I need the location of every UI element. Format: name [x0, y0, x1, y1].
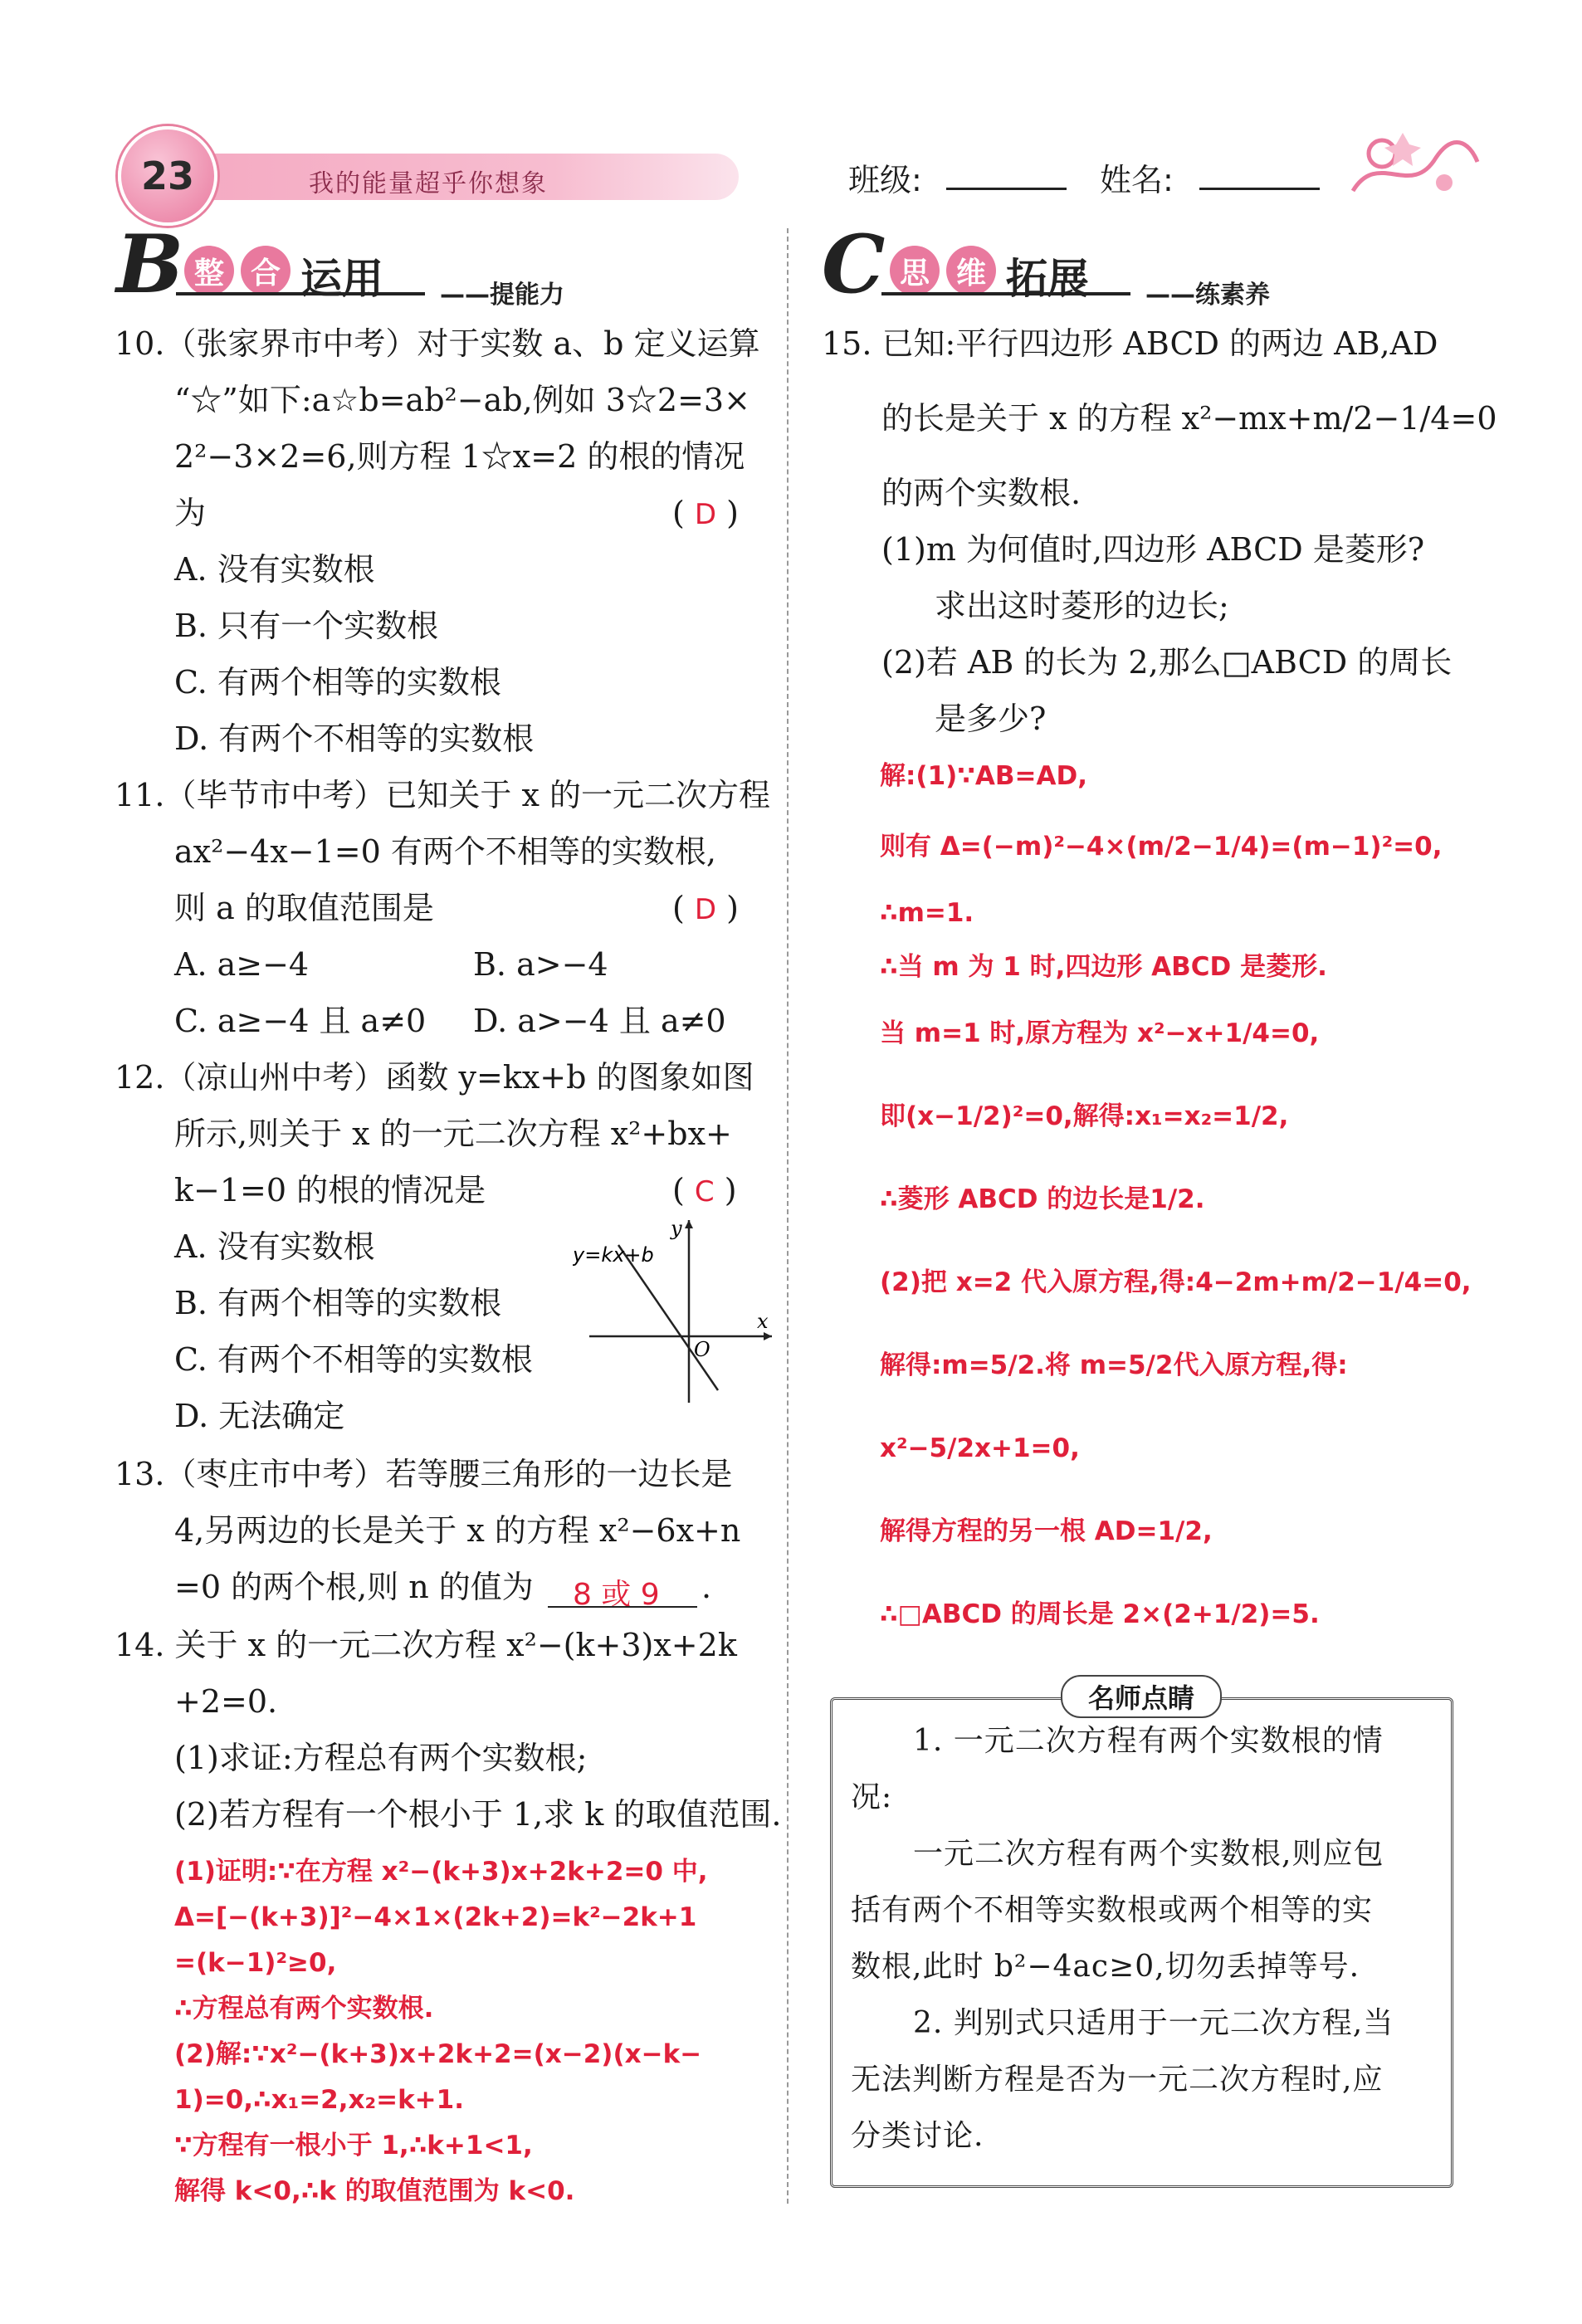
section-b-underline: [176, 292, 425, 295]
q15-solution-6: 即(x−1/2)²=0,解得:x₁=x₂=1/2,: [880, 1101, 1289, 1131]
section-c-bubble-2: 维: [946, 246, 996, 295]
q11-line-3: 则 a 的取值范围是: [174, 890, 434, 926]
q14-line-2: +2=0.: [174, 1683, 278, 1720]
section-c-letter: C: [822, 217, 886, 311]
tip-box: [830, 1697, 1453, 2188]
q14-solution-8: 解得 k<0,∴k 的取值范围为 k<0.: [174, 2176, 575, 2206]
section-b-bubble-2: 合: [241, 246, 291, 295]
tip-line-4: 括有两个不相等实数根或两个相等的实: [851, 1893, 1374, 1927]
q15-solution-8: (2)把 x=2 代入原方程,得:4−2m+m/2−1/4=0,: [880, 1267, 1472, 1297]
q10-option-c: C. 有两个相等的实数根: [174, 664, 501, 701]
q10-option-d: D. 有两个不相等的实数根: [174, 720, 535, 757]
q12-answer: C: [694, 1175, 715, 1208]
q10-line-2: “☆”如下:a☆b=ab²−ab,例如 3☆2=3×: [174, 382, 750, 418]
header-motto: 我的能量超乎你想象: [309, 169, 548, 198]
q12-option-b: B. 有两个相等的实数根: [174, 1285, 502, 1321]
q11-answer-bracket: ( D ): [672, 890, 739, 926]
tip-line-7: 无法判断方程是否为一元二次方程时,应: [851, 2063, 1384, 2097]
name-label: 姓名:: [1100, 162, 1174, 198]
q11-option-a: A. a≥−4: [174, 946, 310, 983]
q15-line-5: 求出这时菱形的边长;: [935, 588, 1229, 624]
q15-solution-3: ∴m=1.: [880, 898, 974, 928]
q13-blank: [548, 1606, 697, 1608]
section-b-title: 运用: [300, 255, 383, 303]
q10-answer-bracket: ( D ): [672, 495, 739, 531]
q11-option-b: B. a>−4: [473, 946, 608, 983]
q12-option-c: C. 有两个不相等的实数根: [174, 1341, 533, 1378]
section-c-underline: [881, 292, 1130, 295]
q15-line-4: (1)m 为何值时,四边形 ABCD 是菱形?: [881, 531, 1425, 568]
q15-solution-7: ∴菱形 ABCD 的边长是1/2.: [880, 1184, 1205, 1214]
q15-line-7: 是多少?: [935, 701, 1047, 737]
q12-linear-graph: [573, 1212, 780, 1411]
q10-answer: D: [694, 498, 717, 531]
q13-line-1: 13.（枣庄市中考）若等腰三角形的一边长是: [115, 1456, 733, 1492]
name-blank: [1199, 188, 1320, 190]
q14-solution-2: Δ=[−(k+3)]²−4×1×(2k+2)=k²−2k+1: [174, 1902, 697, 1932]
q15-solution-10: x²−5/2x+1=0,: [880, 1433, 1080, 1463]
tip-line-3: 一元二次方程有两个实数根,则应包: [913, 1837, 1384, 1871]
section-b-letter: B: [116, 217, 184, 311]
q15-solution-12: ∴□ABCD 的周长是 2×(2+1/2)=5.: [880, 1599, 1320, 1629]
q13-answer: 8 或 9: [573, 1578, 660, 1612]
graph-x-label: x: [757, 1310, 769, 1333]
x-axis-arrow-icon: [764, 1332, 772, 1340]
q11-option-c: C. a≥−4 且 a≠0: [174, 1003, 427, 1039]
q10-option-b: B. 只有一个实数根: [174, 608, 439, 644]
q15-line-6: (2)若 AB 的长为 2,那么□ABCD 的周长: [881, 644, 1453, 681]
column-divider: [787, 228, 789, 2204]
q13-line-2: 4,另两边的长是关于 x 的方程 x²−6x+n: [174, 1512, 741, 1549]
q10-line-3: 2²−3×2=6,则方程 1☆x=2 的根的情况: [174, 438, 745, 475]
y-axis-arrow-icon: [685, 1220, 693, 1228]
q15-solution-5: 当 m=1 时,原方程为 x²−x+1/4=0,: [880, 1018, 1320, 1048]
q14-line-4: (2)若方程有一个根小于 1,求 k 的取值范围.: [174, 1796, 782, 1833]
tip-line-8: 分类讨论.: [851, 2119, 984, 2153]
tip-title: 名师点睛: [1061, 1675, 1222, 1718]
tip-line-6: 2. 判别式只适用于一元二次方程,当: [913, 2006, 1394, 2040]
tip-line-5: 数根,此时 b²−4ac≥0,切勿丢掉等号.: [851, 1950, 1360, 1984]
q14-solution-1: (1)证明:∵在方程 x²−(k+3)x+2k+2=0 中,: [174, 1857, 708, 1887]
q15-solution-4: ∴当 m 为 1 时,四边形 ABCD 是菱形.: [880, 952, 1327, 982]
graph-origin-label: O: [694, 1338, 710, 1361]
q11-option-d: D. a>−4 且 a≠0: [473, 1003, 726, 1039]
section-c-bubble-1: 思: [890, 246, 940, 295]
line-y-kx-b: [618, 1245, 718, 1390]
class-blank: [946, 188, 1067, 190]
tip-line-1: 1. 一元二次方程有两个实数根的情: [913, 1724, 1384, 1758]
section-b-subtitle: ——提能力: [440, 281, 564, 310]
q14-solution-5: (2)解:∵x²−(k+3)x+2k+2=(x−2)(x−k−: [174, 2039, 702, 2069]
q12-option-a: A. 没有实数根: [174, 1228, 375, 1265]
q15-line-2: 的长是关于 x 的方程 x²−mx+m/2−1/4=0: [881, 400, 1497, 437]
page-number: 23: [118, 126, 217, 226]
q11-line-1: 11.（毕节市中考）已知关于 x 的一元二次方程: [115, 777, 771, 813]
q12-answer-bracket: ( C ): [672, 1172, 737, 1208]
q14-line-1: 14. 关于 x 的一元二次方程 x²−(k+3)x+2k: [115, 1627, 737, 1663]
q13-period: .: [701, 1569, 712, 1605]
graph-line-label: y=kx+b: [573, 1243, 654, 1267]
q14-solution-4: ∴方程总有两个实数根.: [174, 1994, 434, 2024]
section-b-bubble-1: 整: [184, 246, 234, 295]
q12-option-d: D. 无法确定: [174, 1398, 345, 1434]
q14-solution-7: ∵方程有一根小于 1,∴k+1<1,: [174, 2131, 533, 2160]
q10-option-a: A. 没有实数根: [174, 551, 375, 588]
q11-line-2: ax²−4x−1=0 有两个不相等的实数根,: [174, 833, 716, 870]
section-c-subtitle: ——练素养: [1145, 281, 1270, 310]
q12-line-1: 12.（凉山州中考）函数 y=kx+b 的图象如图: [115, 1059, 754, 1096]
section-c-title: 拓展: [1006, 255, 1089, 303]
q14-solution-3: =(k−1)²≥0,: [174, 1948, 337, 1978]
q15-line-1: 15. 已知:平行四边形 ABCD 的两边 AB,AD: [822, 325, 1438, 362]
graph-y-label: y: [671, 1217, 682, 1240]
q15-line-3: 的两个实数根.: [881, 475, 1082, 511]
q15-solution-1: 解:(1)∵AB=AD,: [880, 761, 1087, 791]
q12-line-2: 所示,则关于 x 的一元二次方程 x²+bx+: [174, 1116, 732, 1152]
flourish-ornament-icon: [1345, 116, 1486, 208]
q10-line-1: 10.（张家界市中考）对于实数 a、b 定义运算: [115, 325, 760, 362]
q14-line-3: (1)求证:方程总有两个实数根;: [174, 1740, 588, 1776]
q15-solution-9: 解得:m=5/2.将 m=5/2代入原方程,得:: [880, 1350, 1348, 1380]
tip-line-2: 况:: [851, 1780, 893, 1814]
class-label: 班级:: [848, 162, 922, 198]
q14-solution-6: 1)=0,∴x₁=2,x₂=k+1.: [174, 2085, 465, 2115]
q10-line-4: 为: [174, 495, 207, 531]
q12-line-3: k−1=0 的根的情况是: [174, 1172, 486, 1208]
q15-solution-2: 则有 Δ=(−m)²−4×(m/2−1/4)=(m−1)²=0,: [880, 832, 1443, 862]
q15-solution-11: 解得方程的另一根 AD=1/2,: [880, 1516, 1213, 1546]
q13-line-3: =0 的两个根,则 n 的值为: [174, 1569, 534, 1605]
q11-answer: D: [694, 893, 717, 926]
